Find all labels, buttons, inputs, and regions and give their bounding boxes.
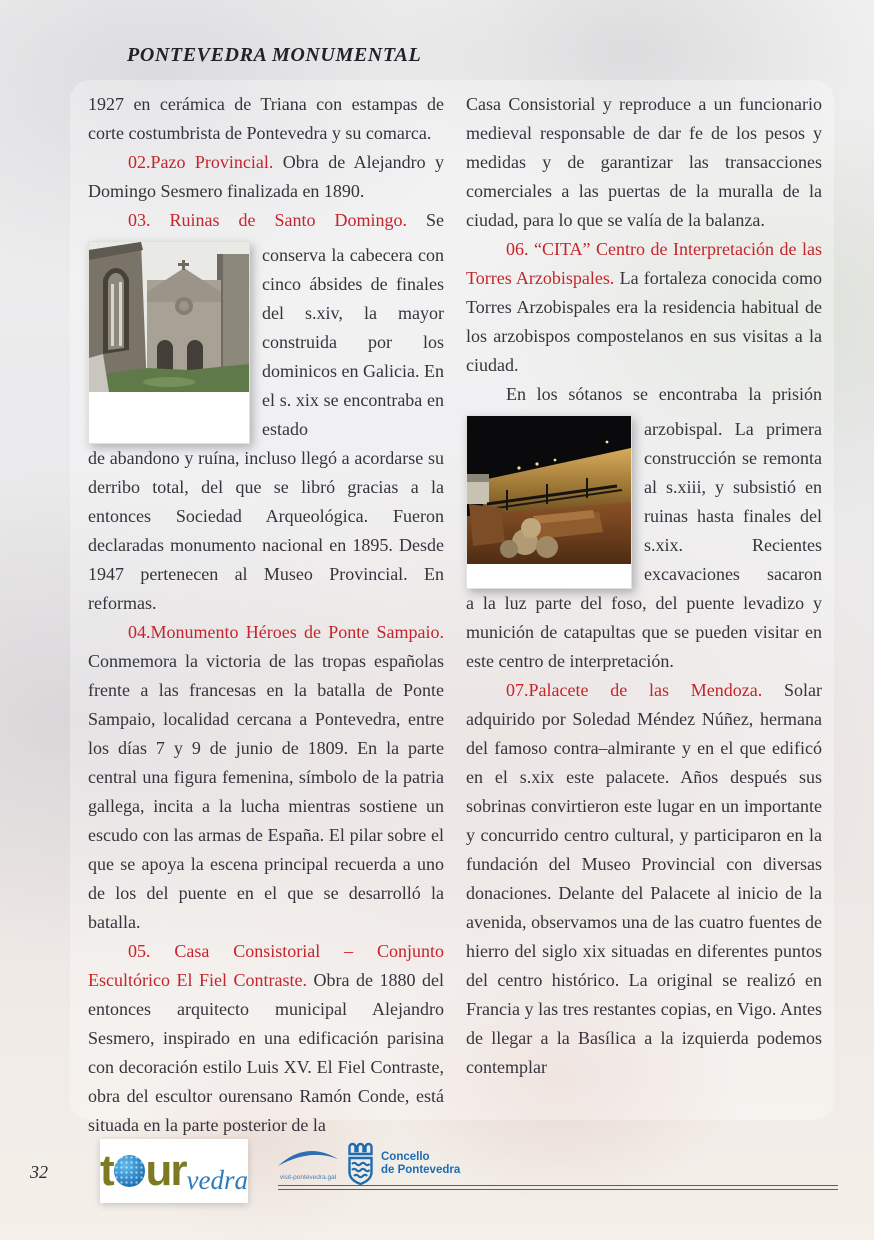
- paragraph-monumento-heroes: [88, 618, 444, 937]
- image-text-row: [88, 241, 444, 444]
- page-title: PONTEVEDRA MONUMENTAL: [127, 44, 422, 66]
- concello-shield-icon: [347, 1142, 374, 1186]
- photo-prision-arzobispal-night: [466, 415, 632, 589]
- paragraph-sotanos-continuation: a la luz parte del foso, del puente levadizo y munición de catapultas que se pueden visitar en este centro de interpretación.: [466, 593, 822, 671]
- paragraph-pazo-provincial: [88, 148, 444, 206]
- paragraph-ruinas-heading: [88, 206, 444, 235]
- concello-pontevedra-logo: [347, 1142, 460, 1186]
- concello-label: [381, 1151, 460, 1177]
- right-column: [466, 90, 822, 1082]
- paragraph-text: 1927 en cerámica de Triana con estampas de corte costumbrista de Pontevedra y su comarca.: [88, 94, 444, 143]
- visit-pontevedra-logo: [274, 1146, 342, 1181]
- paragraph-sotanos-heading: En los sótanos se encontraba la prisión: [506, 384, 822, 404]
- paragraph-text: La fortaleza conocida como Torres Arzobispales era la residencia habitual de los arzobispos compostelanos en sus visitas a la ciudad.: [466, 268, 823, 375]
- section-heading-04: 04.Monumento Héroes de Ponte Sampaio.: [128, 622, 444, 642]
- section-heading-06: 06. “CITA” Centro de Interpretación de las Torres Arzobispales.: [466, 239, 822, 288]
- left-column: [88, 90, 444, 1140]
- paragraph-ruinas-continuation: de abandono y ruína, incluso llegó a acordarse su derribo total, del que se libró gracias a la entonces Sociedad Arqueológica. Fueron declaradas monumento nacional en 1895. Desde 1947 pertenecen al Museo Provincial. En reformas.: [88, 448, 444, 613]
- paragraph-cita: [466, 235, 822, 380]
- swoosh-bridge-icon: [276, 1146, 340, 1168]
- paragraph-palacete-mendoza: [466, 676, 822, 1082]
- paragraph-text: Conmemora la victoria de las tropas españolas frente a las francesas en la batalla de Ponte Sampaio, localidad cercana a Pontevedra, entre los días 7 y 9 de junio de 1809. En la parte central una figura femenina, símbolo de la patria gallega, incita a la lucha mientras sostiene un escudo con las armas de España. El pilar sobre el que se apoya la escena principal recuerda a uno de los del puente en el que se desarrolló la batalla.: [88, 651, 444, 932]
- footer-double-rule: [278, 1185, 838, 1190]
- tour-logo-text-vedra: vedra: [186, 1164, 248, 1195]
- tour-vedra-logo: [100, 1139, 248, 1203]
- page-number: 32: [30, 1162, 48, 1182]
- paragraph-text: Se: [407, 210, 444, 230]
- tour-logo-text-ur: ur: [145, 1146, 186, 1195]
- paragraph-casa-consistorial: [88, 937, 444, 1140]
- paragraph-intro-ceramica: [88, 90, 444, 148]
- section-heading-05: 05. Casa Consistorial – Conjunto Escultórico El Fiel Contraste.: [88, 941, 444, 990]
- image-text-row: [466, 415, 822, 589]
- paragraph-text: Solar adquirido por Soledad Méndez Núñez, hermana del famoso contra–almirante y en el que edificó en el s.xix este palacete. Años después sus sobrinas convirtieron este lugar en un importante y concurrido centro cultural, y participaron en la fundación del Museo Provincial con diversas donaciones. Delante del Palacete al inicio de la avenida, observamos una de las cuatro fuentes de hierro del siglo xix situadas en diferentes puntos del centro histórico. La original se realizó en Francia y las tres restantes copias, en Vigo. Antes de llegar a la Basílica a la izquierda podemos contemplar: [466, 680, 822, 1077]
- section-heading-02: 02.Pazo Provincial.: [128, 152, 274, 172]
- concello-line1: Concello: [381, 1151, 430, 1163]
- tour-logo-text-t: t: [100, 1146, 113, 1195]
- paragraph-text: Obra de 1880 del entonces arquitecto municipal Alejandro Sesmero, inspirado en una edificación parisina con decoración estilo Luis XV. El Fiel Contraste, obra del escultor ourensano Ramón Conde, está situada en la parte posterior de la: [88, 970, 444, 1135]
- visit-site-label: visit-pontevedra.gal: [279, 1174, 337, 1181]
- photo-ruinas-santo-domingo: [88, 241, 250, 444]
- section-heading-07: 07.Palacete de las Mendoza.: [506, 680, 763, 700]
- concello-line2: de Pontevedra: [381, 1164, 461, 1176]
- wrapped-text: arzobispal. La primera construcción se remonta al s.xiii, y subsistió en ruinas hasta finales del s.xix. Recientes excavaciones sacaron: [644, 419, 822, 584]
- paragraph-fiel-contraste-cont: Casa Consistorial y reproduce a un funcionario medieval responsable de dar fe de los pesos y medidas y de garantizar las transacciones comerciales a las puertas de la muralla de la ciudad, para lo que se valía de la balanza.: [466, 94, 822, 230]
- globe-icon: [114, 1155, 145, 1187]
- wrapped-text: conserva la cabecera con cinco ábsides de finales del s.xiv, la mayor construida por los dominicos en Galicia. En el s. xix se encontraba en estado: [262, 245, 444, 439]
- section-heading-03: 03. Ruinas de Santo Domingo.: [128, 210, 407, 230]
- paragraph-text: Obra de Alejandro y Domingo Sesmero finalizada en 1890.: [88, 152, 444, 201]
